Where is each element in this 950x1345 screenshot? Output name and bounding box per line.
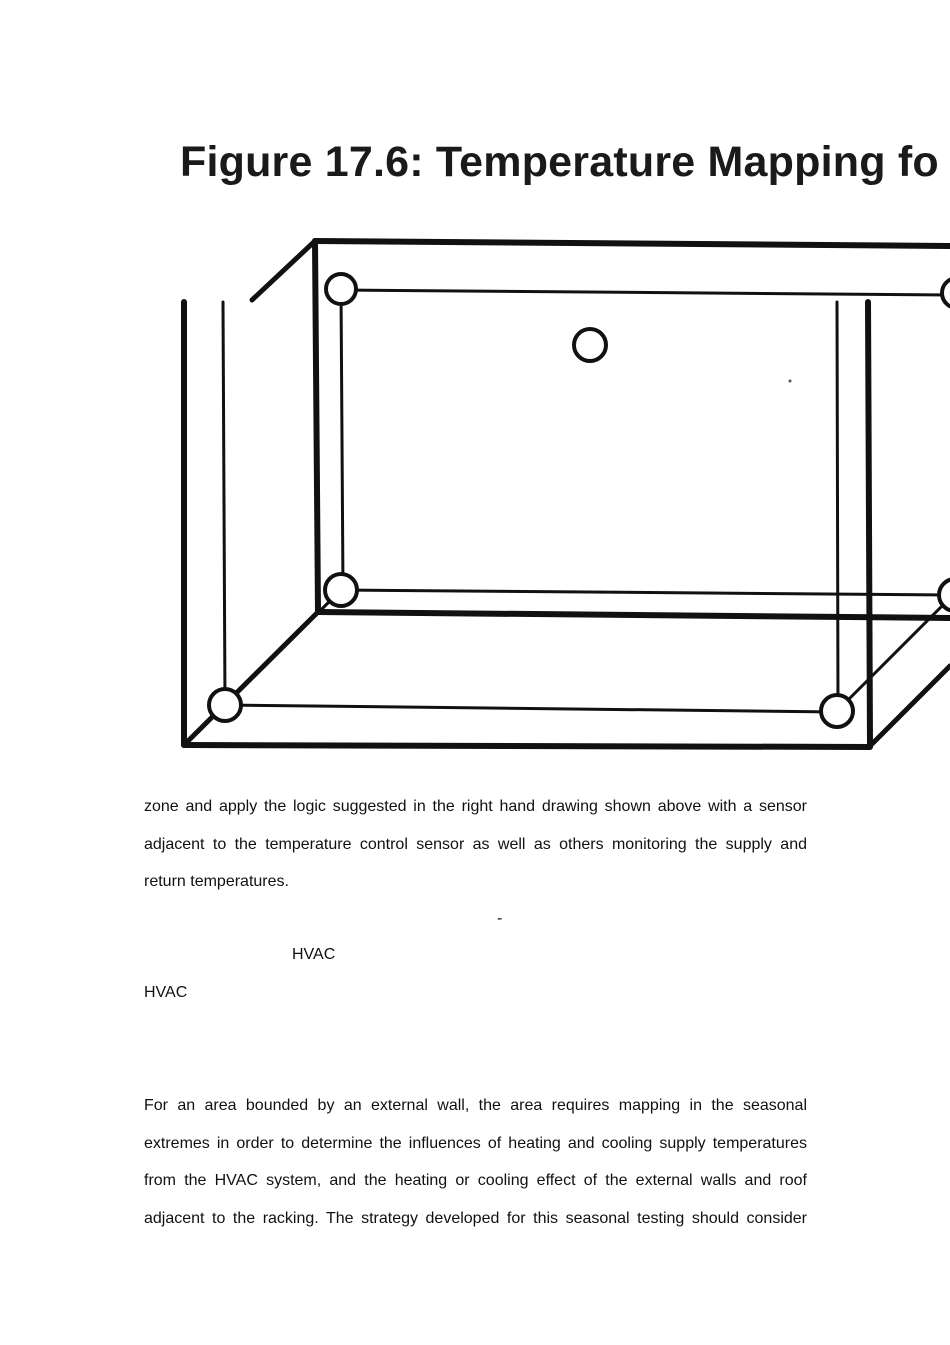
hvac-fragment: HVAC (144, 984, 188, 1001)
box-back-bottom-edge (318, 612, 950, 618)
paragraph-external-wall (144, 1087, 807, 1237)
box-back-left-post (315, 241, 318, 612)
inner-front-bottom (225, 705, 838, 712)
inner-back-top (341, 290, 950, 295)
box-front-bottom-edge (184, 745, 870, 747)
floor-diagonal-left-inner (225, 590, 341, 705)
dash-fragment: - (497, 910, 503, 927)
paragraph-line: adjacent to the racking. The strategy developed for this seasonal testing should consider (144, 1209, 807, 1227)
sensor-front-bottom-left (209, 689, 241, 721)
paragraph-line: zone and apply the logic suggested in the right hand drawing shown above with a sensor (144, 798, 807, 815)
paragraph-line: extremes in order to determine the influences of heating and cooling supply temperatures (144, 1134, 807, 1152)
inner-back-left (341, 290, 343, 590)
sensor-back-top-right (942, 278, 950, 308)
inner-front-right (837, 302, 838, 710)
floor-diagonal-right (870, 666, 950, 746)
inner-back-bottom (341, 590, 950, 595)
paragraph-line: For an area bounded by an external wall, the area requires mapping in the seasonal (144, 1097, 807, 1114)
paragraph-sensor-logic (144, 788, 807, 901)
hvac-fragment: HVAC (292, 946, 336, 963)
sensor-back-top-left (326, 274, 356, 304)
figure-title: Figure 17.6: Temperature Mapping fo (180, 138, 939, 186)
speck (789, 380, 792, 383)
paragraph-line: from the HVAC system, and the heating or cooling effect of the external walls and roof (144, 1172, 807, 1189)
paragraph-line: return temperatures. (144, 873, 289, 890)
sensor-back-bottom-left (325, 574, 357, 606)
paragraph-line: adjacent to the temperature control sensor as well as others monitoring the supply and (144, 835, 807, 853)
sensor-center (574, 329, 606, 361)
inner-front-left (223, 302, 225, 705)
box-back-top-edge (315, 241, 950, 246)
sensor-front-bottom-right (821, 695, 853, 727)
box-top-left-diagonal (252, 241, 315, 300)
